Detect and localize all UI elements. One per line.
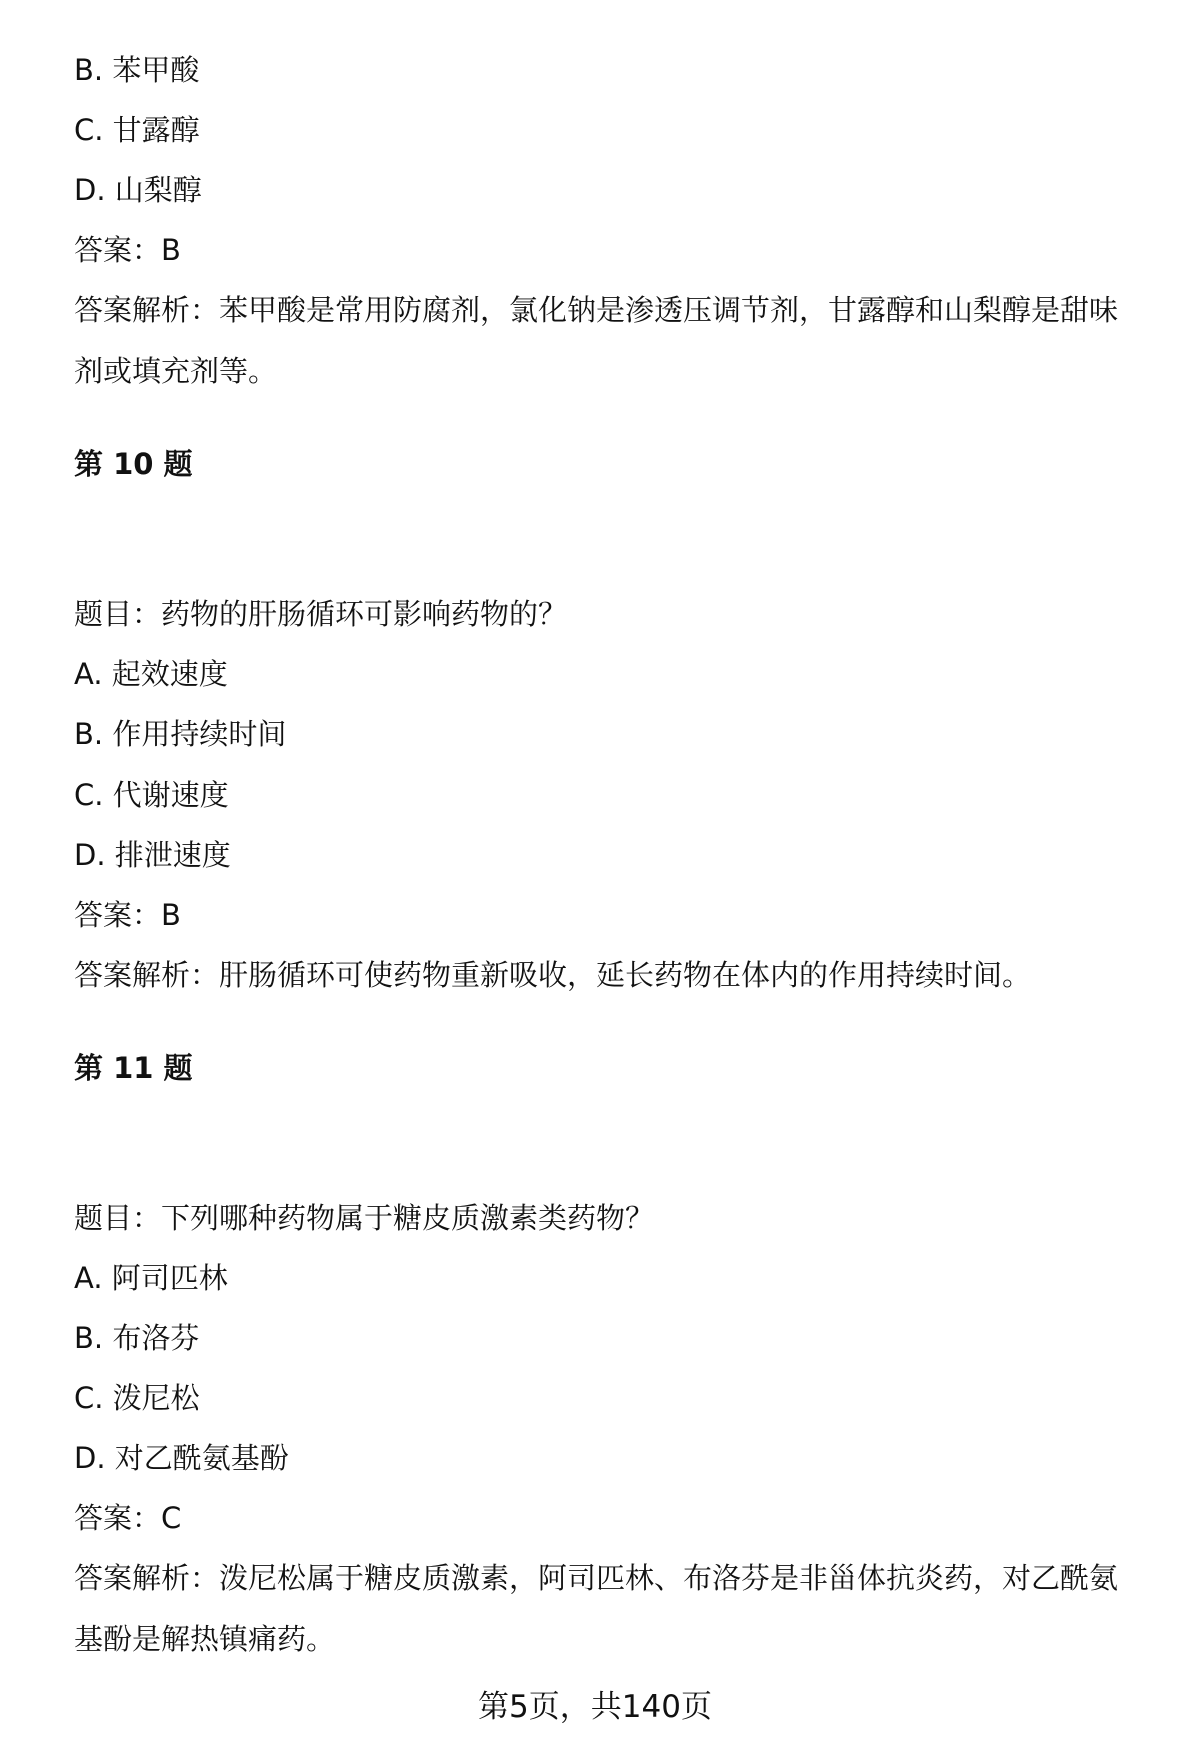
q10-option-c: C. 代谢速度 [74,778,229,812]
q10-heading: 第 10 题 [74,447,193,481]
q9-option-d: D. 山梨醇 [74,173,202,207]
q11-explanation-line2: 基酚是解热镇痛药。 [74,1622,336,1656]
q9-option-c: C. 甘露醇 [74,113,200,147]
q11-answer: 答案：C [74,1501,182,1535]
q11-explanation-line1: 答案解析：泼尼松属于糖皮质激素，阿司匹林、布洛芬是非甾体抗炎药，对乙酰氨 [74,1561,1119,1595]
q10-explanation-line1: 答案解析：肝肠循环可使药物重新吸收，延长药物在体内的作用持续时间。 [74,958,1032,992]
q9-explanation-line2: 剂或填充剂等。 [74,354,278,388]
q11-option-d: D. 对乙酰氨基酚 [74,1441,289,1475]
page-number-footer: 第5页，共140页 [478,1689,712,1725]
q10-answer: 答案：B [74,898,181,932]
q10-option-b: B. 作用持续时间 [74,717,287,751]
q10-option-d: D. 排泄速度 [74,838,231,872]
q11-option-b: B. 布洛芬 [74,1321,200,1355]
q11-option-a: A. 阿司匹林 [74,1261,228,1295]
q11-option-c: C. 泼尼松 [74,1381,200,1415]
q11-heading: 第 11 题 [74,1051,193,1085]
q9-explanation-line1: 答案解析：苯甲酸是常用防腐剂，氯化钠是渗透压调节剂，甘露醇和山梨醇是甜味 [74,293,1119,327]
q9-answer: 答案：B [74,233,181,267]
q9-option-b: B. 苯甲酸 [74,53,200,87]
q10-option-a: A. 起效速度 [74,657,228,691]
q10-question: 题目：药物的肝肠循环可影响药物的？ [74,597,568,631]
q11-question: 题目：下列哪种药物属于糖皮质激素类药物？ [74,1201,655,1235]
